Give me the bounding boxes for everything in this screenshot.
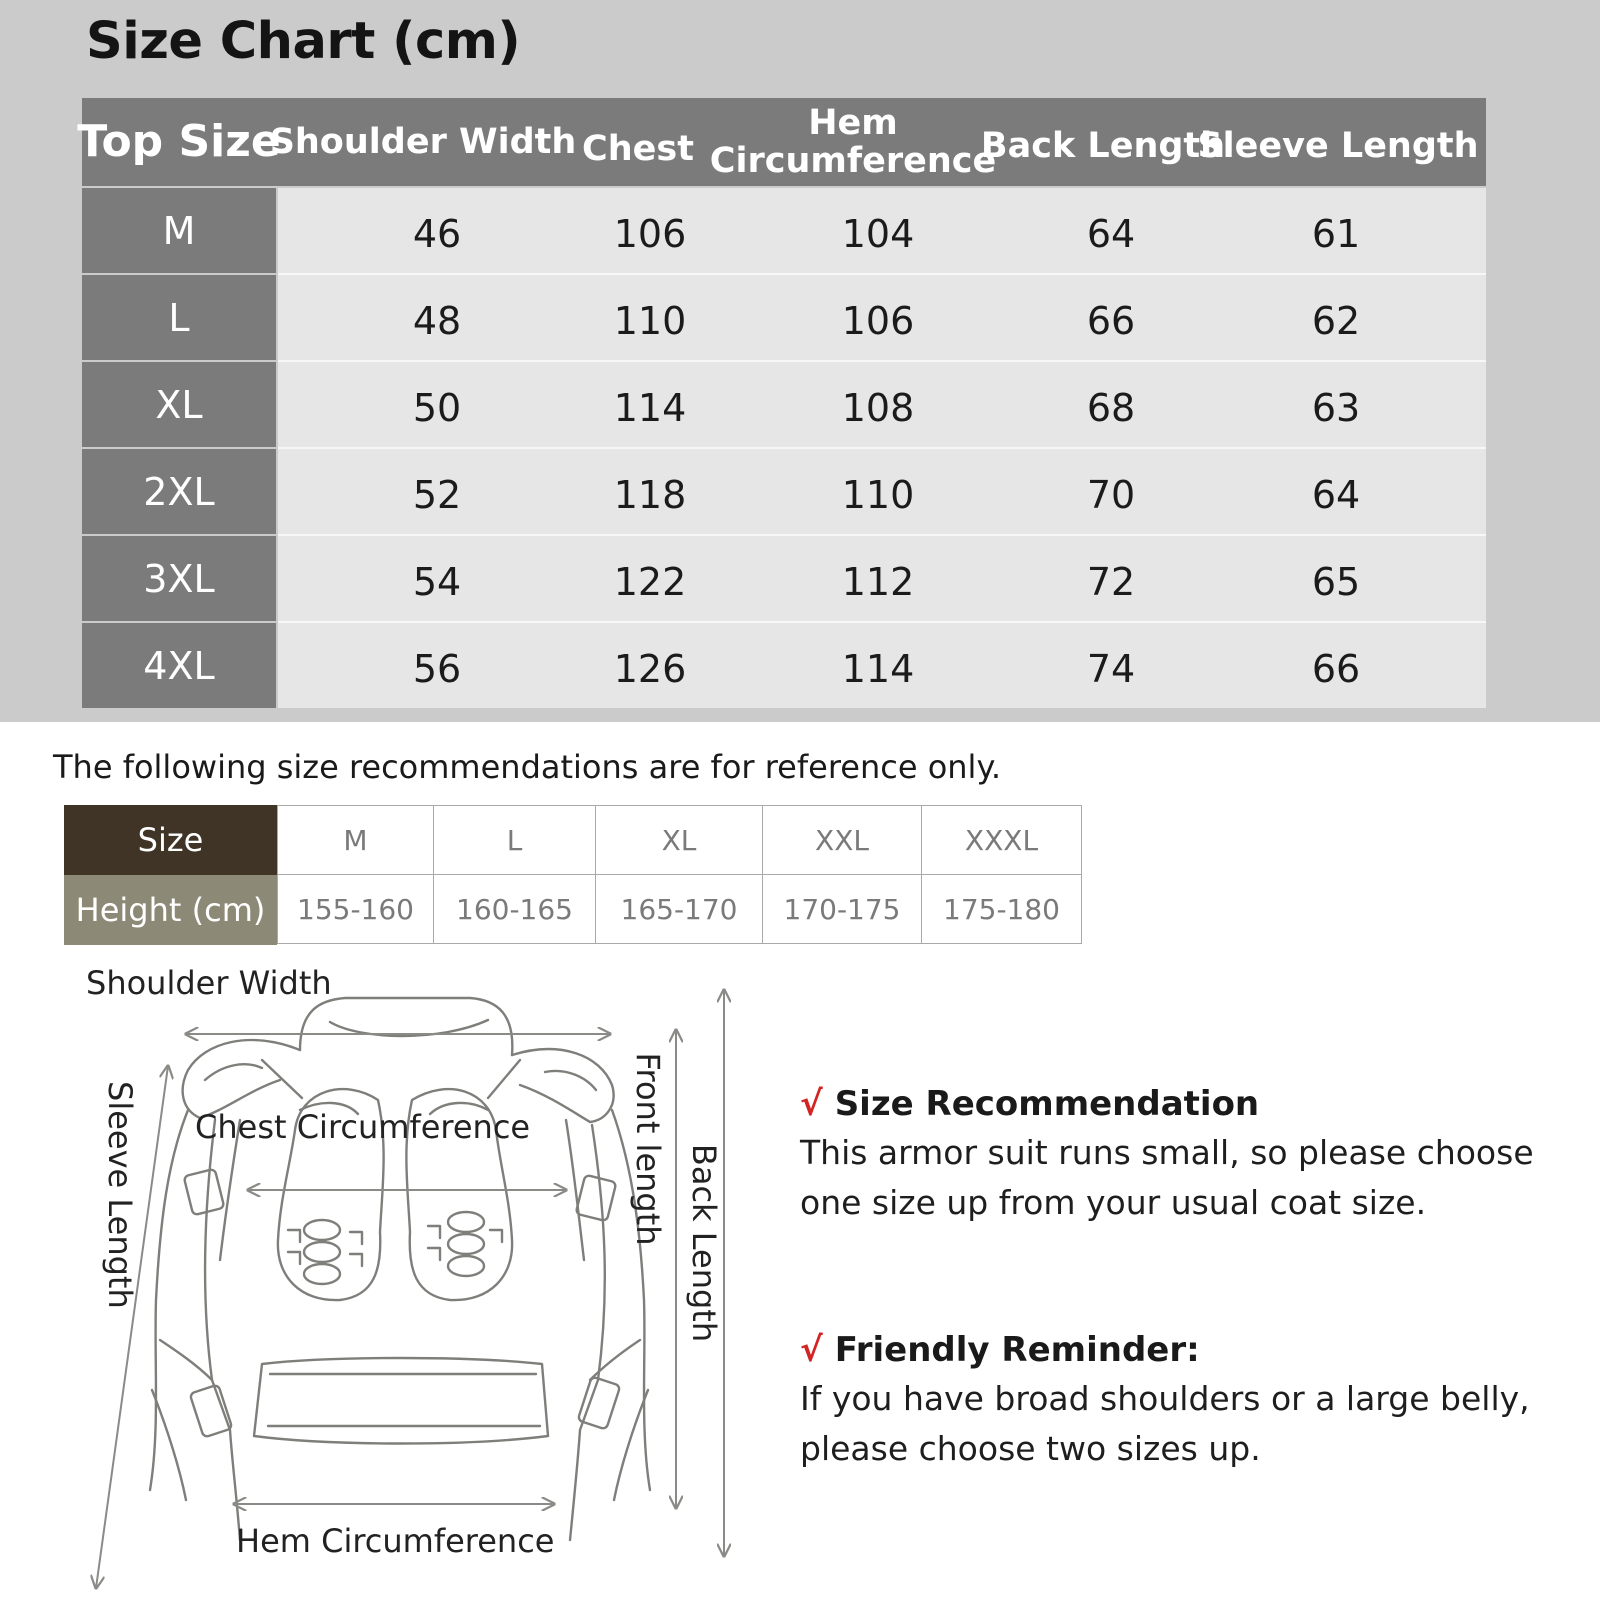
table-row: [82, 275, 1486, 360]
cell-shoulder: 54: [412, 559, 462, 604]
size-recommendation-title: [800, 1084, 1259, 1124]
rec-size-cell: XXL: [762, 805, 922, 875]
cell-back: 70: [1086, 472, 1136, 517]
cell-chest: 118: [613, 472, 687, 517]
row-size-label: M: [82, 188, 276, 273]
check-mark-icon: √: [800, 1330, 823, 1370]
header-sleeve-length: Sleeve Length: [1197, 126, 1479, 166]
size-chart-panel: [0, 0, 1600, 722]
friendly-reminder-text: If you have broad shoulders or a large belly, please choose two sizes up.: [800, 1379, 1530, 1468]
cell-hem: 108: [841, 385, 915, 430]
cell-back: 66: [1086, 298, 1136, 343]
cell-hem: 114: [841, 646, 915, 691]
shoulder-width-label: Shoulder Width: [86, 964, 332, 1002]
cell-shoulder: 56: [412, 646, 462, 691]
cell-sleeve: 62: [1311, 298, 1361, 343]
table-row: [82, 623, 1486, 708]
cell-hem: 106: [841, 298, 915, 343]
cell-sleeve: 61: [1311, 211, 1361, 256]
armor-measurement-diagram: [0, 960, 760, 1600]
cell-chest: 126: [613, 646, 687, 691]
cell-chest: 106: [613, 211, 687, 256]
size-recommendation-heading: Size Recommendation: [834, 1084, 1260, 1124]
header-hem-circumference: [709, 98, 997, 186]
size-table: [77, 98, 1486, 714]
cell-chest: 110: [613, 298, 687, 343]
table-row: [82, 188, 1486, 273]
header-chest: Chest: [582, 129, 694, 169]
friendly-reminder-title: [800, 1330, 1200, 1370]
cell-shoulder: 46: [412, 211, 462, 256]
cell-hem: 112: [841, 559, 915, 604]
rec-height-cell: 155-160: [277, 874, 434, 944]
row-values: [278, 623, 1486, 708]
friendly-reminder-heading: Friendly Reminder:: [834, 1330, 1200, 1370]
cell-shoulder: 50: [412, 385, 462, 430]
row-values: [278, 536, 1486, 621]
cell-shoulder: 52: [412, 472, 462, 517]
cell-sleeve: 65: [1311, 559, 1361, 604]
rec-height-cell: 160-165: [433, 874, 596, 944]
check-mark-icon: √: [800, 1084, 823, 1124]
header-back-length: Back Length: [980, 126, 1226, 166]
row-size-label: 2XL: [82, 449, 276, 534]
rec-size-cell: XXXL: [921, 805, 1082, 875]
rec-size-cell: XL: [595, 805, 763, 875]
sleeve-length-label: Sleeve Length: [101, 1081, 139, 1309]
recommendation-table: [64, 805, 1082, 945]
cell-chest: 122: [613, 559, 687, 604]
rec-height-cell: 165-170: [595, 874, 763, 944]
cell-sleeve: 63: [1311, 385, 1361, 430]
rec-size-cell: L: [433, 805, 596, 875]
row-values: [278, 275, 1486, 360]
reference-note: The following size recommendations are for reference only.: [53, 748, 1001, 786]
row-size-label: L: [82, 275, 276, 360]
cell-sleeve: 66: [1311, 646, 1361, 691]
cell-sleeve: 64: [1311, 472, 1361, 517]
back-length-label: Back Length: [685, 1143, 723, 1343]
header-top-size: Top Size: [77, 116, 281, 167]
row-values: [278, 449, 1486, 534]
cell-back: 72: [1086, 559, 1136, 604]
rec-height-label: Height (cm): [64, 875, 277, 945]
rec-height-cell: 175-180: [921, 874, 1082, 944]
rec-size-label: Size: [64, 805, 277, 875]
size-recommendation-text: This armor suit runs small, so please choose one size up from your usual coat size.: [800, 1133, 1534, 1222]
rec-size-cell: M: [277, 805, 434, 875]
rec-height-cell: 170-175: [762, 874, 922, 944]
cell-hem: 110: [841, 472, 915, 517]
chest-circumference-label: Chest Circumference: [195, 1108, 531, 1146]
row-values: [278, 362, 1486, 447]
front-length-label: Front length: [629, 1052, 667, 1246]
armor-outline: [150, 998, 650, 1540]
header-shoulder-width: Shoulder Width: [269, 122, 577, 162]
chart-title: Size Chart (cm): [86, 12, 521, 71]
header-hem-line2: Circumference: [709, 141, 997, 181]
cell-chest: 114: [613, 385, 687, 430]
cell-back: 68: [1086, 385, 1136, 430]
cell-shoulder: 48: [412, 298, 462, 343]
row-size-label: XL: [82, 362, 276, 447]
cell-back: 74: [1086, 646, 1136, 691]
header-hem-line1: Hem: [808, 103, 898, 143]
table-row: [82, 449, 1486, 534]
cell-hem: 104: [841, 211, 915, 256]
size-table-header: [77, 98, 1486, 186]
row-size-label: 3XL: [82, 536, 276, 621]
hem-circumference-label: Hem Circumference: [236, 1522, 555, 1560]
cell-back: 64: [1086, 211, 1136, 256]
row-values: [278, 188, 1486, 273]
table-row: [82, 362, 1486, 447]
table-row: [82, 536, 1486, 621]
row-size-label: 4XL: [82, 623, 276, 708]
